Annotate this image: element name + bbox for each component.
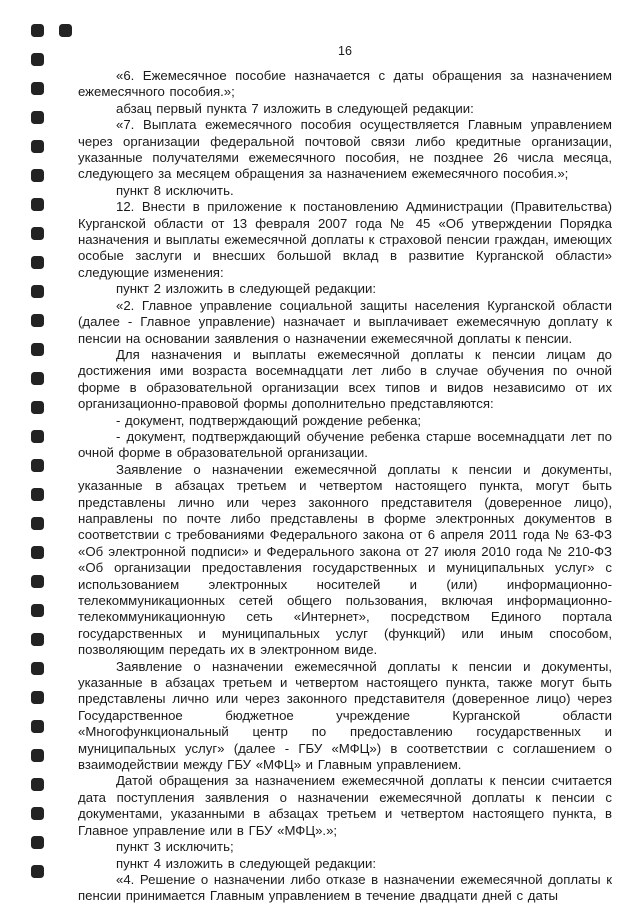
ornament-square	[31, 372, 44, 385]
ornament-square	[31, 459, 44, 472]
ornament-square	[31, 343, 44, 356]
paragraph: Заявление о назначении ежемесячной доплаты к пенсии и документы, указанные в абзацах третьем и четвертом настоящего пункта, также могут быть представлены лично или через законного представителя (доверенное лицо) через Государственное бюджетное учреждение Курганской области «Многофункциональный центр по предоставлению государственных и муниципальных услуг» (далее - ГБУ «МФЦ») в соответствии с соглашением о взаимодействии между ГБУ «МФЦ» и Главным управлением.	[78, 658, 612, 773]
ornament-square	[31, 198, 44, 211]
document-body	[78, 68, 612, 905]
border-ornament	[31, 24, 44, 878]
ornament-square	[59, 24, 72, 37]
ornament-square	[31, 430, 44, 443]
paragraph: «7. Выплата ежемесячного пособия осуществляется Главным управлением через организации федеральной почтовой связи либо кредитные организации, указанные получателями ежемесячного пособия, не позднее 26 числа месяца, следующего за месяцем обращения за назначением ежемесячного пособия.»;	[78, 117, 612, 182]
ornament-square	[31, 865, 44, 878]
ornament-square	[31, 111, 44, 124]
paragraph: «4. Решение о назначении либо отказе в назначении ежемесячной доплаты к пенсии принимается Главным управлением в течение двадцати дней с даты	[78, 871, 612, 904]
ornament-square	[31, 836, 44, 849]
ornament-square	[31, 720, 44, 733]
paragraph: «6. Ежемесячное пособие назначается с даты обращения за назначением ежемесячного пособия.»;	[78, 68, 612, 100]
ornament-square	[31, 662, 44, 675]
ornament-square	[31, 169, 44, 182]
ornament-square	[31, 517, 44, 530]
ornament-square	[31, 575, 44, 588]
ornament-square	[31, 749, 44, 762]
page-number: 16	[338, 44, 352, 58]
paragraph: пункт 3 исключить;	[116, 839, 234, 855]
ornament-square	[31, 140, 44, 153]
ornament-square	[31, 285, 44, 298]
page-content	[78, 44, 612, 905]
ornament-square	[31, 778, 44, 791]
ornament-square	[31, 227, 44, 240]
ornament-square	[31, 604, 44, 617]
paragraph: - документ, подтверждающий рождение ребенка;	[116, 412, 422, 428]
paragraph: «2. Главное управление социальной защиты населения Курганской области (далее - Главное управление) назначает и выплачивает ежемесячную доплату к пенсии на основании заявления о назначении ежемесячной доплаты к пенсии.	[78, 297, 612, 346]
ornament-square	[31, 314, 44, 327]
ornament-square	[31, 488, 44, 501]
ornament-square	[31, 24, 44, 37]
paragraph: - документ, подтверждающий обучение ребенка старше восемнадцати лет по очной форме в образовательной организации.	[78, 428, 612, 461]
paragraph: пункт 4 изложить в следующей редакции:	[116, 855, 377, 871]
paragraph: пункт 8 исключить.	[116, 182, 234, 198]
ornament-square	[31, 633, 44, 646]
ornament-square	[31, 401, 44, 414]
ornament-square	[31, 256, 44, 269]
ornament-square	[31, 546, 44, 559]
paragraph: Датой обращения за назначением ежемесячной доплаты к пенсии считается дата поступления заявления о назначении ежемесячной доплаты к пенсии с документами, указанными в абзацах третьем и четвертом настоящего пункта, в Главное управление или в ГБУ «МФЦ».»;	[78, 773, 612, 838]
paragraph: 12. Внести в приложение к постановлению Администрации (Правительства) Курганской области от 13 февраля 2007 года № 45 «Об утверждении Порядка назначения и выплаты ежемесячной доплаты к страховой пенсии граждан, имеющих особые заслуги и внесших большой вклад в развитие Курганской области» следующие изменения:	[78, 199, 612, 280]
paragraph: Заявление о назначении ежемесячной доплаты к пенсии и документы, указанные в абзацах третьем и четвертом настоящего пункта, могут быть представлены лично или через законного представителя (доверенное лицо), направлены по почте либо представлены в форме электронных документов в соответствии с требованиями Федерального закона от 6 апреля 2011 года № 63-ФЗ «Об электронной подписи» и Федерального закона от 27 июля 2010 года № 210-ФЗ «Об организации предоставления государственных и муниципальных услуг» с использованием электронных носителей и (или) информационно-телекоммуникационных сетей общего пользования, включая информационно-телекоммуникационную сеть «Интернет», посредством Единого портала государственных и муниципальных услуг (функций) или иным способом, позволяющим передать их в электронном виде.	[78, 461, 612, 658]
ornament-square	[31, 82, 44, 95]
ornament-square	[31, 807, 44, 820]
ornament-square	[31, 691, 44, 704]
paragraph: абзац первый пункта 7 изложить в следующей редакции:	[116, 100, 474, 116]
paragraph: пункт 2 изложить в следующей редакции:	[116, 281, 377, 297]
ornament-square	[31, 53, 44, 66]
paragraph: Для назначения и выплаты ежемесячной доплаты к пенсии лицам до достижения ими возраста восемнадцати лет либо в случае обучения по очной форме в образовательной организации всех типов и видов независимо от их организационно-правовой формы дополнительно представляются:	[78, 346, 612, 412]
